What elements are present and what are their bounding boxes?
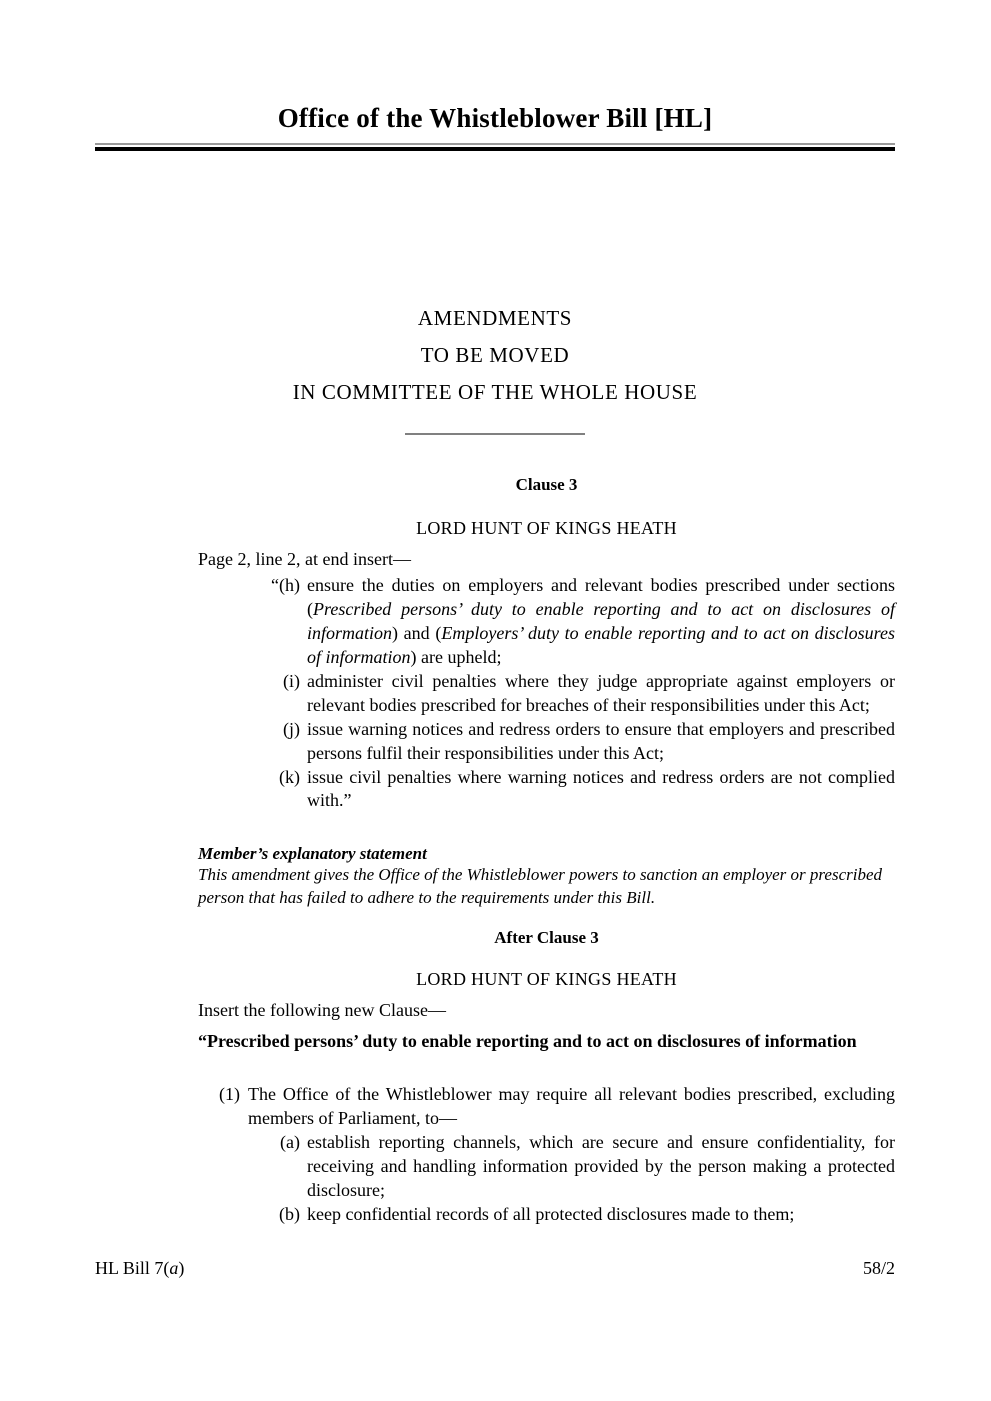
list-item-marker: (a) [280, 1131, 300, 1152]
clause-3-member: LORD HUNT OF KINGS HEATH [416, 518, 677, 538]
explanatory-statement-heading: Member’s explanatory statement [198, 844, 427, 863]
after-clause-3-heading: After Clause 3 [494, 928, 599, 947]
heading-in-committee: IN COMMITTEE OF THE WHOLE HOUSE [292, 380, 698, 404]
list-item-text: establish reporting channels, which are secure and ensure confidentiality, for receiving and handling information provided by the person making a protected disclosure; [307, 1131, 895, 1200]
explanatory-statement-text: This amendment gives the Office of the Whistleblower powers to sanction an employer or prescribed person that has failed to adhere to the requirements under this Bill. [198, 865, 882, 907]
list-item [198, 1203, 895, 1227]
list-item-marker: (k) [279, 766, 300, 787]
list-item [198, 670, 895, 718]
list-item-text: The Office of the Whistleblower may require all relevant bodies prescribed, excluding members of Parliament, to— [248, 1084, 895, 1128]
list-item-text: administer civil penalties where they judge appropriate against employers or relevant bodies prescribed for breaches of their responsibilities under this Act; [307, 670, 895, 715]
bill-reference-suffix: ) [178, 1258, 185, 1278]
list-item-marker: (1) [219, 1084, 240, 1104]
list-item [198, 574, 895, 670]
list-item-text: keep confidential records of all protected disclosures made to them; [307, 1203, 795, 1224]
list-item [198, 1131, 895, 1203]
bill-reference [95, 1258, 184, 1279]
explanatory-statement [198, 844, 895, 910]
header-rule-thick [95, 147, 895, 151]
clause-3-heading: Clause 3 [515, 475, 578, 494]
heading-amendments: AMENDMENTS [417, 306, 573, 330]
page-number: 58/2 [862, 1258, 895, 1278]
page-title: Office of the Whistleblower Bill [HL] [277, 103, 713, 133]
list-item [198, 718, 895, 766]
header-double-rule [95, 143, 895, 151]
separator-line [405, 433, 585, 435]
clause-3-item-list [198, 574, 895, 813]
page-footer [95, 1258, 895, 1279]
heading-to-be-moved: TO BE MOVED [420, 343, 570, 367]
new-clause-item-list [198, 1083, 895, 1227]
new-clause-title: “Prescribed persons’ duty to enable reporting and to act on disclosures of information [198, 1031, 857, 1051]
clause-3-lead-line: Page 2, line 2, at end insert— [198, 549, 411, 569]
list-item-text: issue civil penalties where warning notices and redress orders are not complied with.” [307, 766, 895, 811]
bill-reference-letter: a [169, 1258, 179, 1278]
list-item-marker: “(h) [271, 575, 300, 595]
list-item-marker: (i) [283, 670, 300, 691]
list-item-text: issue warning notices and redress orders to ensure that employers and prescribed persons fulfil their responsibilities under this Act; [307, 718, 895, 763]
list-item-text: ensure the duties on employers and relevant bodies prescribed under sections (Prescribed persons’ duty to enable reporting and to act on disclosures of information) and (Employers’ duty to enable reporting and to act on disclosures of information) are upheld; [307, 575, 895, 667]
list-item [198, 1083, 895, 1131]
after-clause-3-lead-line: Insert the following new Clause— [198, 1000, 446, 1020]
list-item-marker: (b) [279, 1203, 300, 1224]
list-item-marker: (j) [283, 718, 300, 739]
list-item [198, 766, 895, 814]
section-separator-rule [95, 425, 895, 443]
after-clause-3-member: LORD HUNT OF KINGS HEATH [416, 969, 677, 989]
bill-reference-prefix: HL Bill 7( [95, 1258, 170, 1278]
